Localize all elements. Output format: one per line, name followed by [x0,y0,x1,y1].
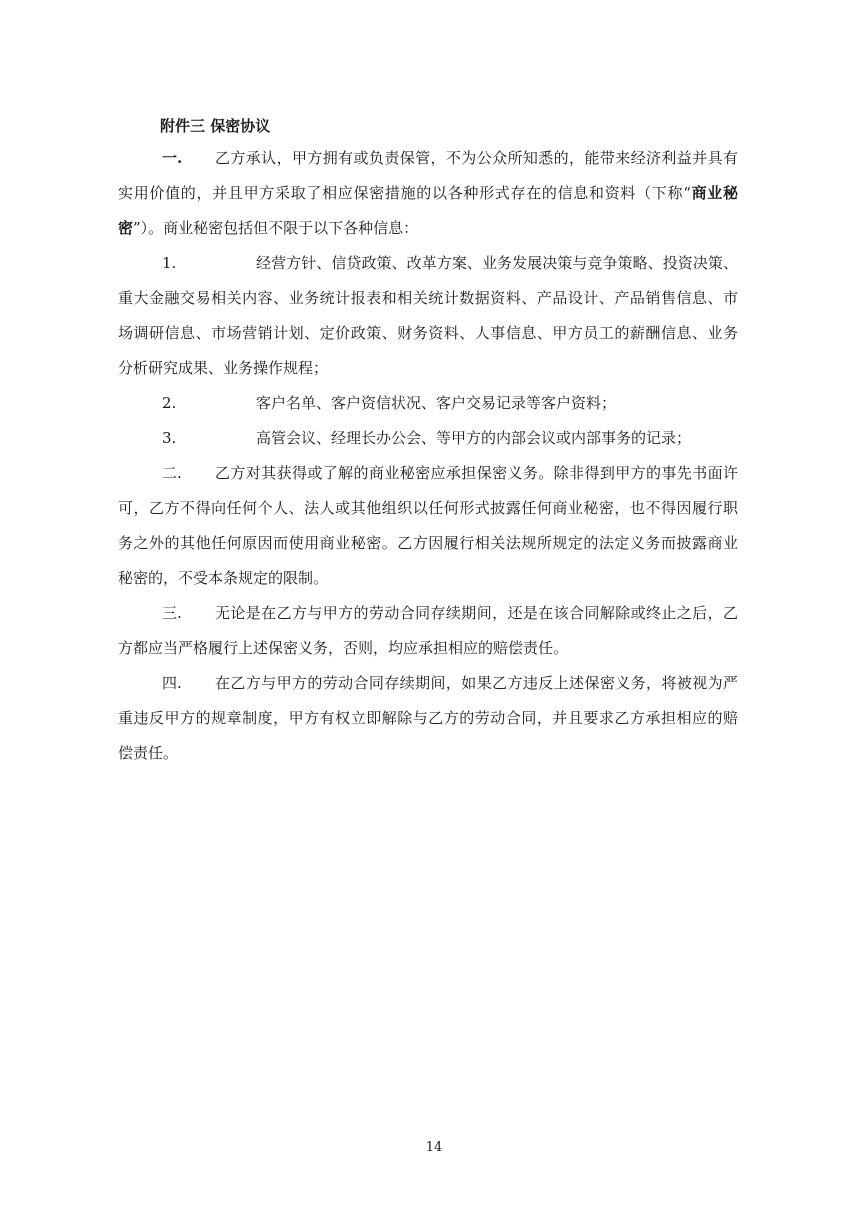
clause-2-line-3: 务之外的其他任何原因而使用商业秘密。乙方因履行相关法规所规定的法定义务而披露商业 [118,534,738,552]
item-1-line-2: 重大金融交易相关内容、业务统计报表和相关统计数据资料、产品设计、产品销售信息、市 [118,289,738,307]
clause-1-number: 一. [162,149,183,167]
clause-4-line-1: 在乙方与甲方的劳动合同存续期间，如果乙方违反上述保密义务，将被视为严 [215,674,738,692]
clause-1-line-3 [118,217,738,239]
clause-2-line-4: 秘密的，不受本条规定的限制。 [118,569,329,587]
clause-1-line-2 [118,182,738,204]
clause-4-line-3: 偿责任。 [118,744,179,762]
clause-1-line-1: 乙方承认，甲方拥有或负责保管，不为公众所知悉的，能带来经济利益并具有 [215,149,738,167]
item-3-number: 3. [162,429,177,447]
item-2-number: 2. [162,394,177,412]
trade-secret-term-end: 密 [118,219,134,237]
clause-3-number: 三. [162,604,182,622]
clause-1-line-3-text: ”）。商业秘密包括但不限于以下各种信息： [133,219,419,237]
item-3-text: 高管会议、经理长办公会、等甲方的内部会议或内部事务的记录； [256,429,692,447]
page-number: 14 [425,1140,443,1155]
trade-secret-term: 商业秘 [690,184,738,202]
clause-3-line-1: 无论是在乙方与甲方的劳动合同存续期间，还是在该合同解除或终止之后，乙 [215,604,738,622]
item-1-line-3: 场调研信息、市场营销计划、定价政策、财务资料、人事信息、甲方员工的薪酬信息、业务 [118,324,738,342]
item-1-line-4: 分析研究成果、业务操作规程； [118,359,329,377]
attachment-title: 附件三 保密协议 [160,117,271,135]
item-2-text: 客户名单、客户资信状况、客户交易记录等客户资料； [256,394,617,412]
clause-4-number: 四. [162,674,182,692]
clause-1-line-2-text: 实用价值的，并且甲方采取了相应保密措施的以各种形式存在的信息和资料（下称“ [118,184,691,202]
item-1-number: 1. [162,254,177,272]
clause-2-line-2: 可，乙方不得向任何个人、法人或其他组织以任何形式披露任何商业秘密，也不得因履行职 [118,499,738,517]
clause-2-number: 二. [162,464,182,482]
clause-4-line-2: 重违反甲方的规章制度，甲方有权立即解除与乙方的劳动合同，并且要求乙方承担相应的赔 [118,709,738,727]
item-1-line-1: 经营方针、信贷政策、改革方案、业务发展决策与竞争策略、投资决策、 [256,254,738,272]
clause-2-line-1: 乙方对其获得或了解的商业秘密应承担保密义务。除非得到甲方的事先书面许 [215,464,738,482]
clause-3-line-2: 方都应当严格履行上述保密义务，否则，均应承担相应的赔偿责任。 [118,639,569,657]
